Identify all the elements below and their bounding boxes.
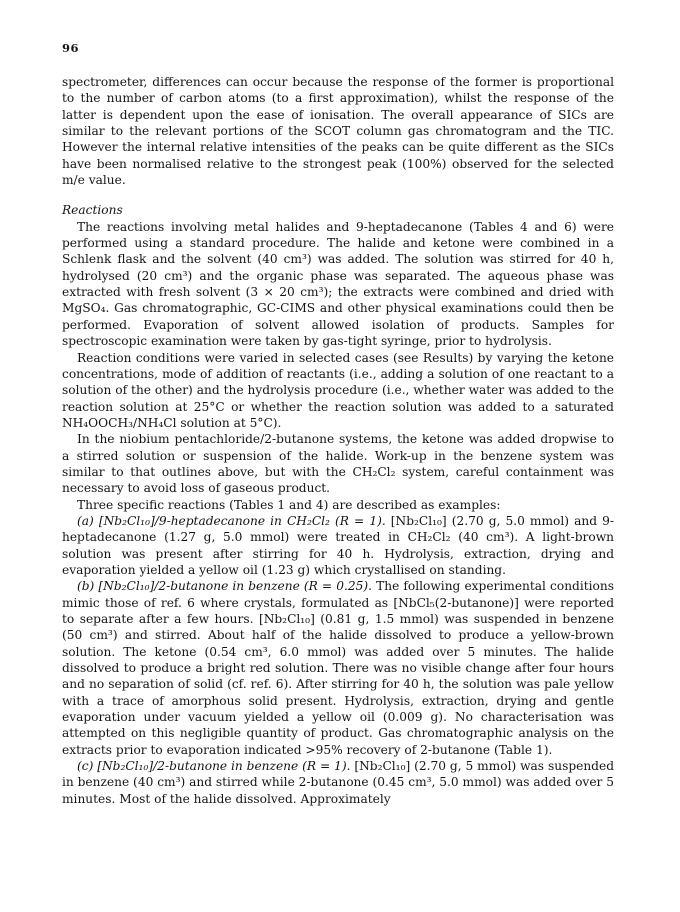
page-body bbox=[62, 74, 614, 807]
reactions-paragraph-examples-intro: Three specific reactions (Tables 1 and 4) are described as examples: bbox=[77, 497, 501, 512]
example-c-paragraph bbox=[62, 758, 614, 807]
reactions-paragraph-conditions: Reaction conditions were varied in selected cases (see Results) by varying the ketone concentrations, mode of addition of reactants (i.e., adding a solution of one reactant to a solution of the other) and the hydrolysis procedure (i.e., whether water was added to the reaction solution at 25°C or whether the reaction solution was added to a saturated NH₄OOCH₃/NH₄Cl solution at 5°C). bbox=[62, 350, 614, 430]
reactions-paragraph-procedure: The reactions involving metal halides and 9-heptadecanone (Tables 4 and 6) were performed using a standard procedure. The halide and ketone were combined in a Schlenk flask and the solvent (40 cm³) was added. The solution was stirred for 40 h, hydrolysed (20 cm³) and the organic phase was separated. The aqueous phase was extracted with fresh solvent (3 × 20 cm³); the extracts were combined and dried with MgSO₄. Gas chromatographic, GC-CIMS and other physical examinations could then be performed. Evaporation of solvent allowed isolation of products. Samples for spectroscopic examination were taken by gas-tight syringe, prior to hydrolysis. bbox=[62, 219, 614, 349]
example-b-text: The following experimental conditions mimic those of ref. 6 where crystals, formulated as [NbCl₅(2-butanone)] were reported to separate after a few hours. [Nb₂Cl₁₀] (0.81 g, 1.5 mmol) was suspended in benzene (50 cm³) and stirred. About half of the halide dissolved to produce a yellow-brown solution. The ketone (0.54 cm³, 6.0 mmol) was added over 5 minutes. The halide dissolved to produce a bright red solution. There was no visible change after four hours and no separation of solid (cf. ref. 6). After stirring for 40 h, the solution was pale yellow with a trace of amorphous solid present. Hydrolysis, extraction, drying and gentle evaporation under vacuum yielded a yellow oil (0.009 g). No characterisation was attempted on this negligible quantity of product. Gas chromatographic analysis on the extracts prior to evaporation indicated >95% recovery of 2-butanone (Table 1). bbox=[62, 579, 614, 757]
example-c-title: (c) [Nb₂Cl₁₀]/2-butanone in benzene (R = 1). bbox=[77, 759, 351, 774]
page-number: 96 bbox=[62, 41, 80, 55]
section-spacer bbox=[62, 188, 614, 202]
example-b-title: (b) [Nb₂Cl₁₀]/2-butanone in benzene (R = 0.25). bbox=[77, 579, 372, 594]
reactions-paragraph-niobium: In the niobium pentachloride/2-butanone systems, the ketone was added dropwise to a stirred solution or suspension of the halide. Work-up in the benzene system was similar to that outlines above, but with the CH₂Cl₂ system, careful containment was necessary to avoid loss of gaseous product. bbox=[62, 432, 614, 496]
example-a-text: [Nb₂Cl₁₀] (2.70 g, 5.0 mmol) and 9-heptadecanone (1.27 g, 5.0 mmol) were treated in CH₂Cl₂ (40 cm³). A light-brown solution was present after stirring for 40 h. Hydrolysis, extraction, drying and evaporation yielded a yellow oil (1.23 g) which crystallised on standing. bbox=[62, 513, 614, 577]
intro-paragraph: spectrometer, differences can occur because the response of the former is proportional to the number of carbon atoms (to a first approximation), whilst the response of the latter is dependent upon the ease of ionisation. The overall appearance of SICs are similar to the relevant portions of the SCOT column gas chromatogram and the TIC. However the internal relative intensities of the peaks can be quite different as the SICs have been normalised relative to the strongest peak (100%) observed for the selected m/e value. bbox=[62, 75, 614, 188]
example-b-paragraph bbox=[62, 578, 614, 758]
example-c-text: [Nb₂Cl₁₀] (2.70 g, 5 mmol) was suspended in benzene (40 cm³) and stirred while 2-butanone (0.45 cm³, 5.0 mmol) was added over 5 minutes. Most of the halide dissolved. Approximately bbox=[62, 759, 615, 806]
example-a-paragraph bbox=[62, 513, 614, 578]
section-heading-reactions: Reactions bbox=[62, 203, 123, 218]
example-a-title: (a) [Nb₂Cl₁₀]/9-heptadecanone in CH₂Cl₂ (R = 1). bbox=[77, 513, 386, 528]
